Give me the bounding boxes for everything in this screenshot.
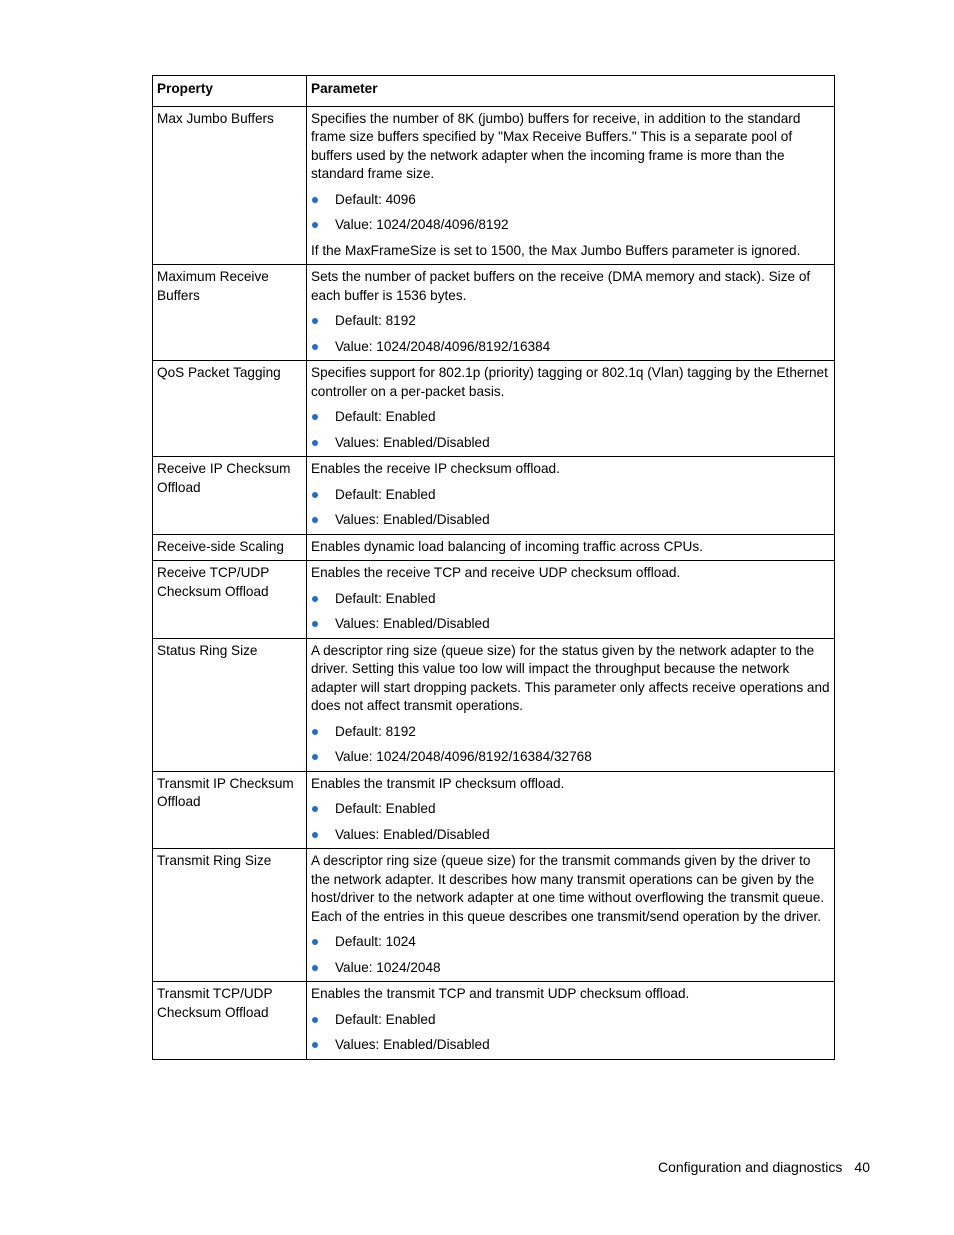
bullet-icon <box>312 1017 318 1023</box>
list-item <box>311 723 830 742</box>
parameter-cell <box>307 361 835 457</box>
parameter-description: Enables the receive IP checksum offload. <box>311 461 560 476</box>
property-name-cell: QoS Packet Tagging <box>153 361 307 457</box>
bullet-icon <box>312 318 318 324</box>
list-item-text: Default: 4096 <box>335 191 416 207</box>
table-row <box>153 265 835 361</box>
table-row <box>153 982 835 1060</box>
list-item <box>311 748 830 767</box>
bullet-icon <box>312 517 318 523</box>
table-row <box>153 638 835 771</box>
parameter-cell <box>307 561 835 639</box>
bullet-icon <box>312 754 318 760</box>
bullet-icon <box>312 806 318 812</box>
parameter-bullet-list <box>311 486 830 530</box>
parameter-description: Specifies the number of 8K (jumbo) buffers for receive, in addition to the standard frame size buffers specified by "Max Receive Buffers." This is a separate pool of buffers used by the network adapter when the incoming frame is more than the standard frame size. <box>311 110 801 181</box>
list-item <box>311 216 830 235</box>
table-row <box>153 361 835 457</box>
column-header-parameter: Parameter <box>307 76 835 107</box>
parameter-bullet-list <box>311 723 830 767</box>
list-item <box>311 826 830 845</box>
page-number: 40 <box>854 1159 870 1175</box>
list-item-text: Values: Enabled/Disabled <box>335 434 490 450</box>
list-item-text: Value: 1024/2048 <box>335 959 441 975</box>
parameter-note: If the MaxFrameSize is set to 1500, the Max Jumbo Buffers parameter is ignored. <box>311 242 801 258</box>
parameter-cell <box>307 771 835 849</box>
parameter-cell <box>307 265 835 361</box>
list-item-text: Value: 1024/2048/4096/8192/16384/32768 <box>335 749 592 764</box>
parameter-cell <box>307 849 835 982</box>
property-name-cell: Receive IP Checksum Offload <box>153 457 307 535</box>
bullet-icon <box>312 965 318 971</box>
list-item <box>311 933 830 952</box>
parameter-description: Enables the transmit IP checksum offload. <box>311 775 565 791</box>
bullet-icon <box>312 414 318 420</box>
parameter-description: Enables the receive TCP and receive UDP checksum offload. <box>311 565 681 580</box>
bullet-icon <box>312 344 318 350</box>
bullet-icon <box>312 1042 318 1048</box>
bullet-icon <box>312 197 318 203</box>
list-item <box>311 434 830 453</box>
parameter-bullet-list <box>311 408 830 452</box>
bullet-icon <box>312 939 318 945</box>
bullet-icon <box>312 729 318 735</box>
list-item-text: Default: 8192 <box>335 723 416 739</box>
parameter-bullet-list <box>311 191 830 235</box>
property-name-cell: Transmit Ring Size <box>153 849 307 982</box>
list-item <box>311 191 830 210</box>
list-item-text: Value: 1024/2048/4096/8192 <box>335 217 509 232</box>
list-item-text: Value: 1024/2048/4096/8192/16384 <box>335 338 551 354</box>
list-item <box>311 590 830 609</box>
table-row <box>153 534 835 561</box>
parameter-bullet-list <box>311 933 830 977</box>
list-item-text: Values: Enabled/Disabled <box>335 512 490 527</box>
column-header-property: Property <box>153 76 307 107</box>
table-row <box>153 457 835 535</box>
list-item-text: Default: Enabled <box>335 1011 436 1027</box>
list-item-text: Default: Enabled <box>335 590 436 606</box>
parameter-bullet-list <box>311 590 830 634</box>
table-row <box>153 561 835 639</box>
list-item-text: Default: Enabled <box>335 801 436 816</box>
list-item <box>311 486 830 505</box>
bullet-icon <box>312 832 318 838</box>
table-row <box>153 106 835 265</box>
parameter-cell <box>307 534 835 561</box>
list-item <box>311 312 830 331</box>
property-name-cell: Receive TCP/UDP Checksum Offload <box>153 561 307 639</box>
parameter-cell <box>307 638 835 771</box>
parameter-cell <box>307 982 835 1060</box>
list-item <box>311 511 830 530</box>
properties-table <box>152 75 835 1060</box>
list-item <box>311 1036 830 1055</box>
property-name-cell: Transmit TCP/UDP Checksum Offload <box>153 982 307 1060</box>
table-header-row <box>153 76 835 107</box>
table-body <box>153 106 835 1059</box>
parameter-bullet-list <box>311 312 830 356</box>
parameter-bullet-list <box>311 1011 830 1055</box>
list-item <box>311 800 830 819</box>
parameter-description: Enables dynamic load balancing of incoming traffic across CPUs. <box>311 538 703 554</box>
list-item-text: Values: Enabled/Disabled <box>335 616 490 631</box>
table-row <box>153 849 835 982</box>
property-name-cell: Transmit IP Checksum Offload <box>153 771 307 849</box>
footer-section-title: Configuration and diagnostics <box>657 1159 843 1175</box>
parameter-description: Specifies support for 802.1p (priority) tagging or 802.1q (Vlan) tagging by the Ethernet controller on a per-packet basis. <box>311 365 828 399</box>
bullet-icon <box>312 222 318 228</box>
property-name-cell: Status Ring Size <box>153 638 307 771</box>
parameter-description: A descriptor ring size (queue size) for the status given by the network adapter to the driver. Setting this value too low will impact the throughput because the network adapter will start dropping packets. This parameter only affects receive operations and does not affect transmit operations. <box>311 642 830 713</box>
page-footer <box>658 1158 870 1176</box>
list-item-text: Default: 1024 <box>335 934 416 949</box>
list-item-text: Default: Enabled <box>335 486 436 502</box>
list-item <box>311 408 830 427</box>
parameter-bullet-list <box>311 800 830 844</box>
bullet-icon <box>312 596 318 602</box>
property-name-cell: Maximum Receive Buffers <box>153 265 307 361</box>
property-name-cell: Receive-side Scaling <box>153 534 307 561</box>
bullet-icon <box>312 621 318 627</box>
list-item <box>311 338 830 357</box>
parameter-description: Enables the transmit TCP and transmit UDP checksum offload. <box>311 986 690 1001</box>
bullet-icon <box>312 492 318 498</box>
list-item <box>311 959 830 978</box>
list-item-text: Default: 8192 <box>335 313 416 328</box>
table-row <box>153 771 835 849</box>
list-item-text: Values: Enabled/Disabled <box>335 826 490 842</box>
list-item-text: Values: Enabled/Disabled <box>335 1037 490 1052</box>
property-name-cell: Max Jumbo Buffers <box>153 106 307 265</box>
bullet-icon <box>312 440 318 446</box>
parameter-description: A descriptor ring size (queue size) for the transmit commands given by the driver to the network adapter. It describes how many transmit operations can be given by the host/driver to the network adapter at one time without overflowing the transmit queue. Each of the entries in this queue describes one transmit/send operation by the driver. <box>311 853 825 924</box>
parameter-cell <box>307 457 835 535</box>
list-item-text: Default: Enabled <box>335 409 436 424</box>
parameter-cell <box>307 106 835 265</box>
parameter-description: Sets the number of packet buffers on the receive (DMA memory and stack). Size of each buffer is 1536 bytes. <box>311 269 811 303</box>
list-item <box>311 615 830 634</box>
list-item <box>311 1011 830 1030</box>
